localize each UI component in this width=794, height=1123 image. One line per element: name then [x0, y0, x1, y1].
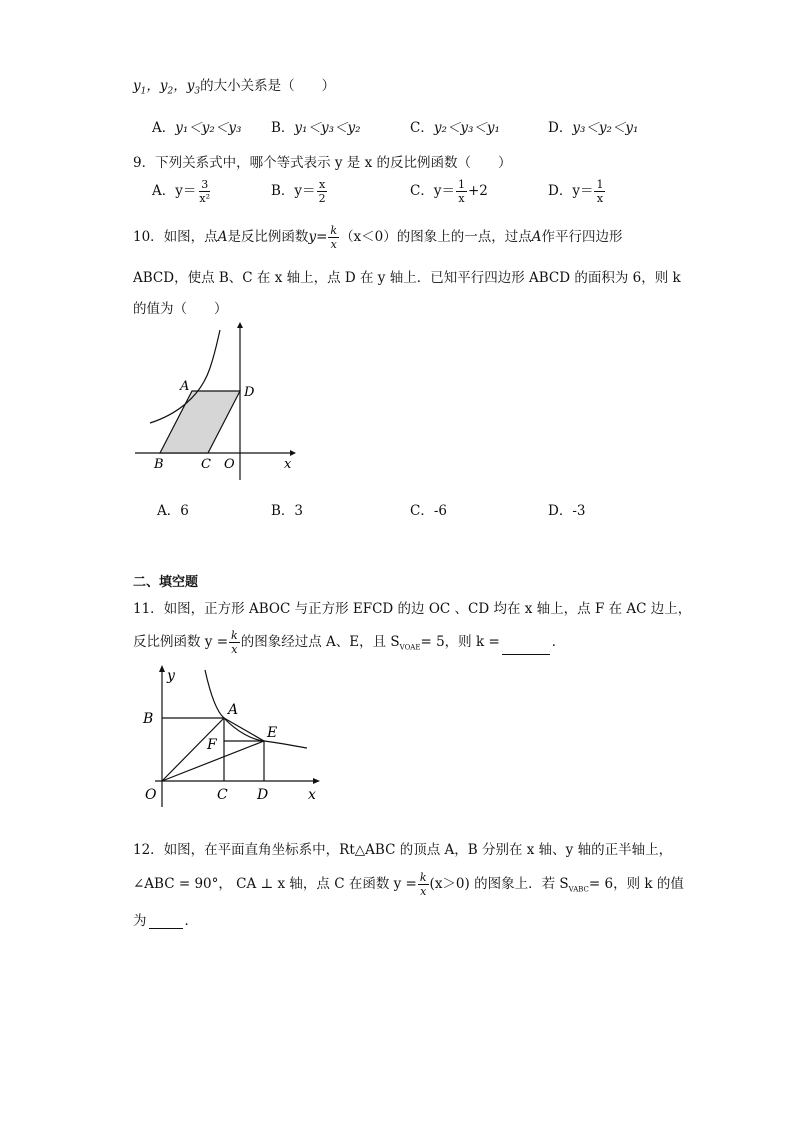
q11-line-ae — [224, 718, 264, 741]
q10-label-a: A — [180, 379, 190, 394]
q10-line1: 10．如图，点A是反比例函数y= $\frac{k}{x}$ （x＜0）的图象上的一点，过点A作平行四边形 — [133, 224, 623, 251]
q8-option-d[interactable]: D．y₃＜y₂＜y₁ — [548, 120, 639, 136]
q9-option-a[interactable]: A．y＝ $\frac{3}{\text{x²}}$ — [152, 178, 211, 205]
q12-line1: 12．如图，在平面直角坐标系中，Rt△ABC 的顶点 A，B 分别在 x 轴、y 轴的正半轴上， — [133, 842, 673, 858]
q11-label-f: F — [207, 737, 217, 753]
q10-line2: ABCD，使点 B、C 在 x 轴上，点 D 在 y 轴上．已知平行四边形 ABCD 的面积为 6，则 k — [133, 270, 681, 286]
q9-option-c[interactable]: C．y＝ $\frac{1}{x}$ +2 — [410, 178, 488, 205]
q11-label-y: y — [167, 668, 175, 684]
q10-option-c[interactable]: C．-6 — [410, 503, 447, 519]
q11-square-efcd — [224, 741, 264, 781]
q8-option-c[interactable]: C．y₂＜y₃＜y₁ — [410, 120, 500, 136]
q11-line1: 11．如图，正方形 ABOC 与正方形 EFCD 的边 OC 、CD 均在 x 轴上，点 F 在 AC 边上， — [133, 601, 692, 617]
q12-line3: 为 ． — [133, 913, 198, 929]
q10-parallelogram — [160, 391, 240, 453]
q10-option-d[interactable]: D．-3 — [548, 503, 586, 519]
q10-label-o: O — [224, 457, 235, 472]
q10-option-b[interactable]: B．3 — [271, 503, 304, 519]
q9-option-b[interactable]: B．y＝ $\frac{x}{2}$ — [271, 178, 326, 205]
q11-answer-blank[interactable] — [502, 640, 550, 655]
q10-label-b: B — [154, 457, 164, 472]
q8-stem-tail: 的大小关系是（ ） — [200, 78, 336, 94]
q11-figure — [135, 662, 325, 812]
q12-answer-blank[interactable] — [149, 914, 183, 929]
q10-label-c: C — [201, 457, 211, 472]
q11-x-axis-arrow — [313, 778, 320, 784]
q8-stem-line: $y_1$，$y_2$，$y_3$的大小关系是（ ） — [133, 78, 336, 97]
q11-label-a: A — [228, 702, 239, 718]
q10-line3: 的值为（ ） — [133, 301, 228, 317]
q11-line2: 反比例函数 y = $\frac{k}{x}$ 的图象经过点 A、E，且 $S_{VOAE}= 5$，则 k = ． — [133, 629, 566, 656]
q10-label-d: D — [244, 385, 255, 400]
q11-label-e: E — [267, 725, 278, 741]
q11-y-axis-arrow — [159, 665, 165, 672]
q10-y-axis-arrow — [237, 322, 243, 328]
q10-figure — [130, 320, 300, 485]
q10-x-axis-arrow — [290, 450, 296, 456]
q11-label-o: O — [145, 787, 157, 803]
q11-label-c: C — [217, 787, 228, 803]
q10-option-a[interactable]: A．6 — [157, 503, 189, 519]
q8-option-b[interactable]: B．y₁＜y₃＜y₂ — [271, 120, 361, 136]
q11-label-d: D — [257, 787, 269, 803]
q8-option-a[interactable]: A．y₁＜y₂＜y₃ — [152, 120, 242, 136]
q9-stem: 9．下列关系式中，哪个等式表示 y 是 x 的反比例函数（ ） — [133, 155, 512, 171]
q12-line2: ∠ABC = 90°， CA ⊥ x 轴，点 C 在函数 y = $\frac{k}{x}$ (x＞0) 的图象上．若 $S_{VABC}= 6$，则 k 的值 — [133, 871, 684, 898]
q10-label-x: x — [284, 457, 292, 472]
q9-option-d[interactable]: D．y＝ $\frac{1}{x}$ — [548, 178, 604, 205]
q11-label-b: B — [143, 711, 154, 727]
section-title: 二、填空题 — [133, 575, 199, 590]
q11-label-x: x — [308, 787, 316, 803]
